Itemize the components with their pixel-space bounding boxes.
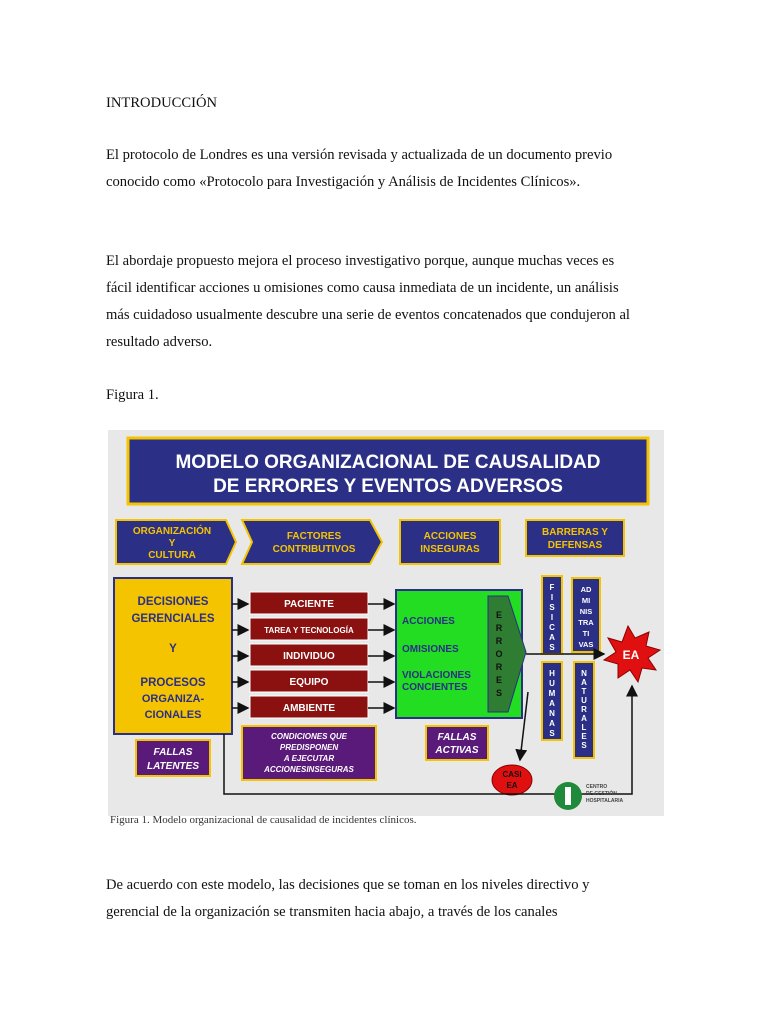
conditions-line-1: CONDICIONES QUE xyxy=(270,732,348,741)
paragraph-2-line-3: más cuidadoso usualmente descubre una serie de eventos concatenados que condujeron al xyxy=(106,307,630,323)
conditions-line-2: PREDISPONEN xyxy=(279,743,339,752)
admin-syllable: NIS xyxy=(579,607,593,616)
naturales-letter: A xyxy=(581,678,587,687)
fallas-activas-line-1: FALLAS xyxy=(437,732,477,743)
fisicas-letter: S xyxy=(549,603,555,612)
naturales-letter: S xyxy=(581,741,587,750)
header-barreras-line-1: BARRERAS Y xyxy=(542,527,608,538)
admin-syllable: AD xyxy=(580,585,592,594)
paragraph-3-line-1: De acuerdo con este modelo, las decisiones que se toman en los niveles directivo y xyxy=(106,877,590,893)
errores-letter: E xyxy=(495,610,503,620)
title-line-2: DE ERRORES Y EVENTOS ADVERSOS xyxy=(213,476,563,497)
conditions-line-3: A EJECUTAR xyxy=(283,754,335,763)
humanas-letter: H xyxy=(549,669,555,678)
ea-label: EA xyxy=(622,648,640,662)
errores-letter: R xyxy=(495,636,503,646)
factor-paciente-label: PACIENTE xyxy=(284,599,334,610)
factor-ambiente-label: AMBIENTE xyxy=(282,703,336,714)
figure-caption: Figura 1. Modelo organizacional de causalidad de incidentes clínicos. xyxy=(110,814,417,826)
naturales-letter: L xyxy=(581,723,587,732)
paragraph-1-line-1: El protocolo de Londres es una versión revisada y actualizada de un documento previo xyxy=(106,147,613,163)
naturales-letter: A xyxy=(581,714,587,723)
decisions-line-4: PROCESOS xyxy=(140,677,206,689)
naturales-letter: N xyxy=(581,669,587,678)
naturales-letter: R xyxy=(581,705,587,714)
header-factores-line-2: CONTRIBUTIVOS xyxy=(272,544,356,555)
header-factores-line-1: FACTORES xyxy=(286,531,342,542)
fallas-activas-line-2: ACTIVAS xyxy=(435,745,479,756)
paragraph-3-line-2: gerencial de la organización se transmiten hacia abajo, a través de los canales xyxy=(106,904,558,920)
decisions-line-1: DECISIONES xyxy=(137,596,209,608)
admin-syllable: TI xyxy=(582,629,590,638)
header-org-line-1: ORGANIZACIÓN xyxy=(132,526,212,537)
title-line-1: MODELO ORGANIZACIONAL DE CAUSALIDAD xyxy=(175,452,601,473)
paragraph-2-line-2: fácil identificar acciones u omisiones como causa inmediata de un incidente, un análisis xyxy=(106,280,619,296)
humanas-letter: U xyxy=(549,679,555,688)
header-acciones-line-2: INSEGURAS xyxy=(420,544,480,555)
header-org-line-3: CULTURA xyxy=(148,550,196,561)
fisicas-letter: A xyxy=(549,633,555,642)
header-factores xyxy=(242,520,382,564)
humanas-letter: A xyxy=(549,719,555,728)
action-violaciones-1: VIOLACIONES xyxy=(402,670,471,681)
conditions-line-4: ACCIONESINSEGURAS xyxy=(264,765,354,774)
factor-equipo-label: EQUIPO xyxy=(289,677,329,688)
casi-ea-line-1: CASI xyxy=(502,770,522,779)
figure-label: Figura 1. xyxy=(106,387,159,403)
decisions-line-2: GERENCIALES xyxy=(131,613,215,625)
decisions-line-5: ORGANIZA- xyxy=(141,693,205,705)
header-barreras-line-2: DEFENSAS xyxy=(547,540,603,551)
admin-syllable: TRA xyxy=(578,618,594,627)
header-acciones xyxy=(400,520,500,564)
naturales-letter: E xyxy=(581,732,587,741)
fallas-latentes-line-2: LATENTES xyxy=(146,761,200,772)
admin-syllable: MI xyxy=(581,596,591,605)
humanas-letter: A xyxy=(549,699,555,708)
logo-line-3: HOSPITALARIA xyxy=(586,798,624,804)
decisions-line-6: CIONALES xyxy=(144,709,202,721)
fisicas-letter: C xyxy=(549,623,555,632)
errores-letter: O xyxy=(495,649,503,659)
humanas-letter: N xyxy=(549,709,555,718)
fisicas-letter: S xyxy=(549,643,555,652)
naturales-letter: U xyxy=(581,696,587,705)
errores-letter: E xyxy=(495,675,503,685)
casi-ea-line-2: EA xyxy=(506,781,518,790)
errores-letters xyxy=(495,610,502,698)
factor-individuo-label: INDIVIDUO xyxy=(283,651,335,662)
action-violaciones-2: CONCIENTES xyxy=(402,682,468,693)
logo-line-1: CENTRO xyxy=(586,784,608,790)
header-org-line-2: Y xyxy=(168,538,176,549)
logo-line-2: DE GESTIÓN xyxy=(586,791,617,797)
action-omisiones: OMISIONES xyxy=(402,644,459,655)
paragraph-1-line-2: conocido como «Protocolo para Investigación y Análisis de Incidentes Clínicos». xyxy=(106,174,581,190)
paragraph-2-line-4: resultado adverso. xyxy=(106,334,213,350)
admin-syllable: VAS xyxy=(578,640,594,649)
action-acciones: ACCIONES xyxy=(402,616,455,627)
fisicas-letter: I xyxy=(550,613,554,622)
header-acciones-line-1: ACCIONES xyxy=(423,531,477,542)
errores-letter: R xyxy=(495,662,503,672)
decisions-line-3: Y xyxy=(169,643,177,655)
humanas-letter: M xyxy=(548,689,556,698)
naturales-letter: T xyxy=(581,687,587,696)
organizational-model-figure xyxy=(108,430,664,816)
fisicas-letter: I xyxy=(550,593,554,602)
fisicas-letter: F xyxy=(549,583,555,592)
paragraph-2-line-1: El abordaje propuesto mejora el proceso investigativo porque, aunque muchas veces es xyxy=(106,253,615,269)
section-heading: INTRODUCCIÓN xyxy=(106,95,218,111)
errores-letter: R xyxy=(495,623,503,633)
humanas-letter: S xyxy=(549,729,555,738)
errores-letter: S xyxy=(495,688,503,698)
factor-tarea-label: TAREA Y TECNOLOGÍA xyxy=(264,626,354,635)
fallas-latentes-line-1: FALLAS xyxy=(153,747,193,758)
